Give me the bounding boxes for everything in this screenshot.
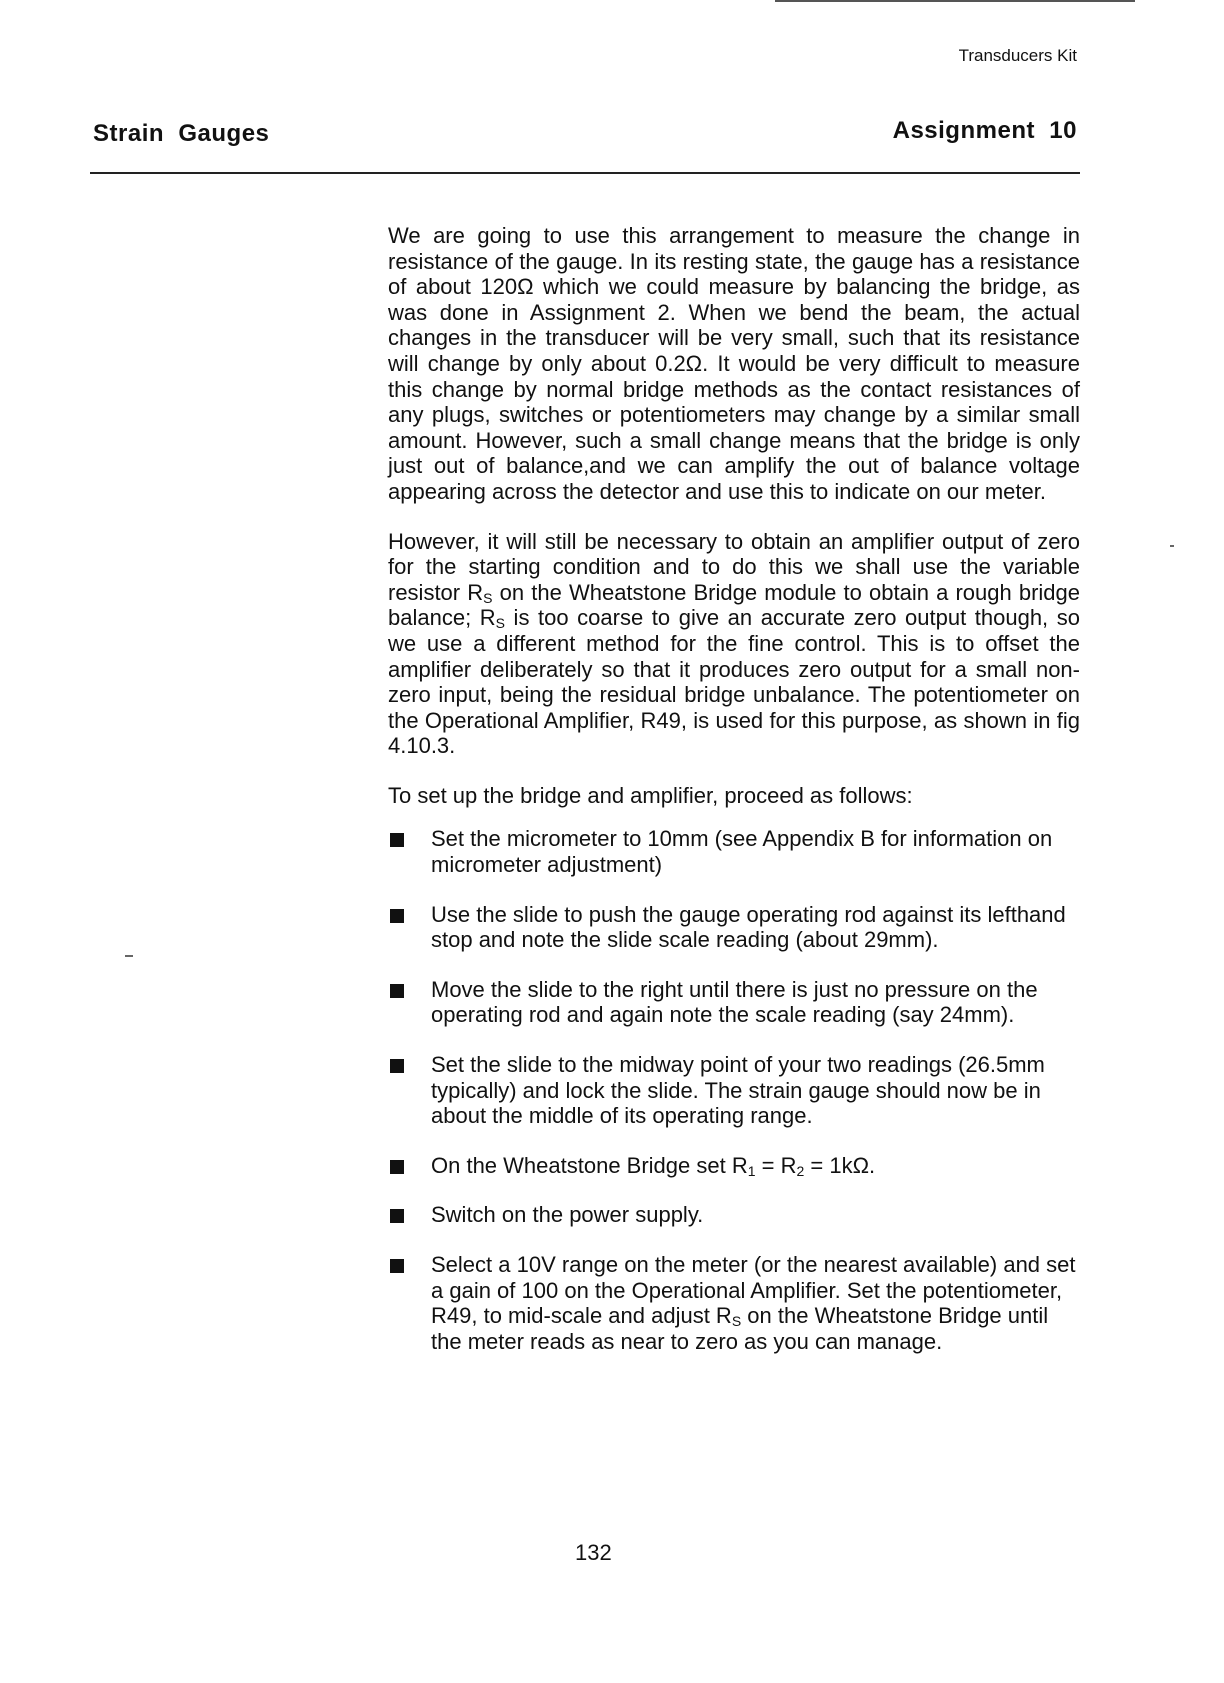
step-text-a: Select a 10V range on the meter (or the nearest available) and set a gain of 100 on the Operational Amplifier. Set the potentiometer, R49, to mid-scale and adjust R — [431, 1252, 1076, 1329]
paragraph-setup-intro: To set up the bridge and amplifier, proceed as follows: — [388, 782, 913, 808]
list-item — [388, 826, 1080, 877]
p2-text-c: is too coarse to give an accurate zero output though, so we use a different method for the fine control. This is to offset the amplifier deliberately so that it produces zero output for a small non-zero input, being the residual bridge unbalance. The potentiometer on the Operational Amplifier, R49, is used for this purpose, as shown in fig 4.10.3. — [388, 605, 1080, 759]
list-item — [388, 1252, 1080, 1354]
step-subscript: S — [731, 1313, 742, 1330]
step-text: Set the micrometer to 10mm (see Appendix B for information on micrometer adjustment) — [431, 826, 1053, 878]
square-bullet-icon — [390, 1209, 404, 1223]
step-text-c: = 1kΩ. — [804, 1152, 876, 1178]
square-bullet-icon — [390, 984, 404, 998]
list-item — [388, 1052, 1080, 1129]
square-bullet-icon — [390, 833, 404, 847]
assignment-title: Assignment 10 — [892, 117, 1077, 144]
square-bullet-icon — [390, 1059, 404, 1073]
step-text: Switch on the power supply. — [431, 1202, 704, 1228]
step-text-b: on the Wheatstone Bridge until the meter reads as near to zero as you can manage. — [431, 1303, 1049, 1354]
p2-subscript-2: S — [495, 615, 505, 632]
p2-subscript-1: S — [483, 589, 493, 606]
paragraph-zero-output — [388, 529, 1080, 759]
step-text: Use the slide to push the gauge operating rod against its lefthand stop and note the slide scale reading (about 29mm). — [431, 901, 1066, 953]
page-number: 132 — [575, 1540, 612, 1565]
step-subscript-1: 1 — [747, 1162, 756, 1179]
step-text-b: = R — [755, 1152, 797, 1178]
step-text: Set the slide to the midway point of your two readings (26.5mm typically) and lock the slide. The strain gauge should now be in about the middle of its operating range. — [431, 1052, 1045, 1129]
p2-text-a: However, it will still be necessary to obtain an amplifier output of zero for the starting condition and to do this we shall use the variable resistor R — [388, 528, 1080, 605]
list-item — [388, 902, 1080, 953]
page-content — [388, 223, 1080, 1378]
step-subscript-2: 2 — [796, 1162, 805, 1179]
square-bullet-icon — [390, 1259, 404, 1273]
scan-speck — [125, 955, 133, 957]
header-rule — [90, 172, 1080, 174]
list-item — [388, 977, 1080, 1028]
kit-title: Transducers Kit — [958, 46, 1077, 65]
step-text: Move the slide to the right until there is just no pressure on the operating rod and again note the scale reading (say 24mm). — [431, 976, 1038, 1028]
setup-steps-list — [388, 826, 1080, 1354]
scan-speck — [1170, 545, 1174, 547]
paragraph-resistance-change: We are going to use this arrangement to measure the change in resistance of the gauge. In its resting state, the gauge has a resistance of about 120Ω which we could measure by balancing the bridge, as was done in Assignment 2. When we bend the beam, the actual changes in the transducer will be very small, such that its resistance will change by only about 0.2Ω. It would be very difficult to measure this change by normal bridge methods as the contact resistances of any plugs, switches or potentiometers may change by a similar small amount. However, such a small change means that the bridge is only just out of balance,and we can amplify the out of balance voltage appearing across the detector and use this to indicate on our meter. — [388, 223, 1080, 504]
section-title: Strain Gauges — [93, 120, 270, 147]
list-item — [388, 1153, 1080, 1179]
p2-text-b: on the Wheatstone Bridge module to obtain a rough bridge balance; R — [388, 579, 1081, 631]
square-bullet-icon — [390, 909, 404, 923]
square-bullet-icon — [390, 1160, 404, 1174]
list-item — [388, 1202, 1080, 1228]
top-rule — [775, 0, 1135, 2]
step-text-a: On the Wheatstone Bridge set R — [431, 1152, 748, 1178]
